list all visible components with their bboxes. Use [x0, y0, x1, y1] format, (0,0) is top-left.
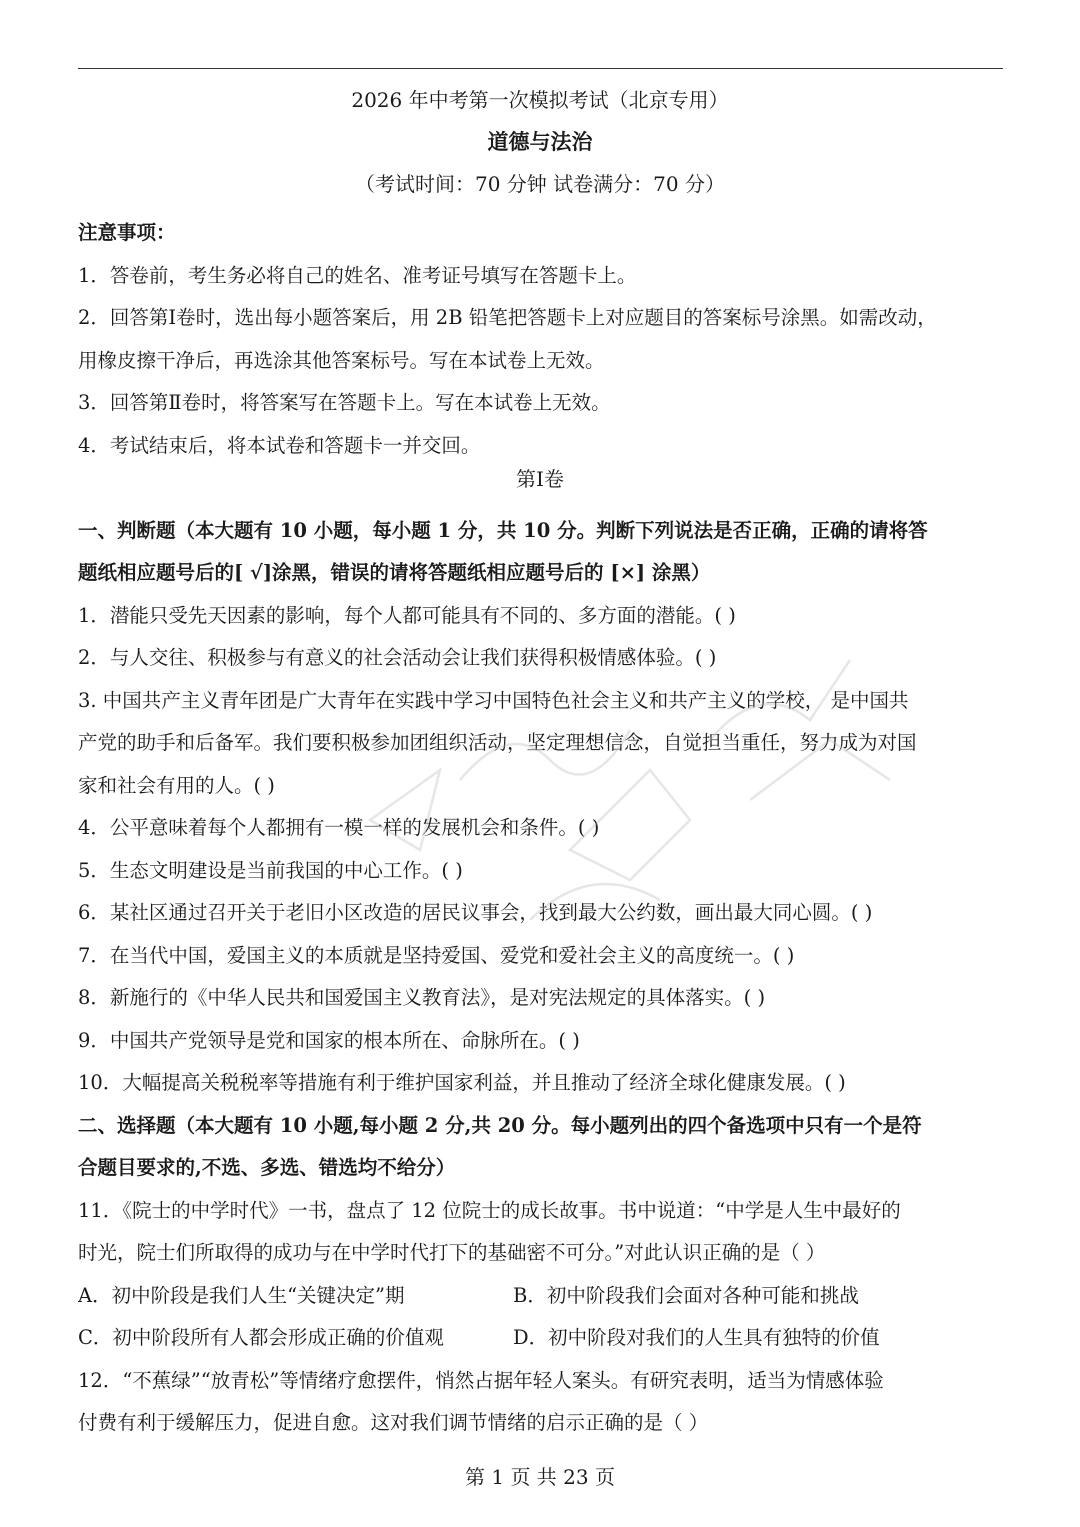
- notice-line: 1．答卷前，考生务必将自己的姓名、准考证号填写在答题卡上。: [78, 263, 637, 287]
- question-item: 4．公平意味着每个人都拥有一模一样的发展机会和条件。( ): [78, 816, 600, 839]
- option-c: C．初中阶段所有人都会形成正确的价值观: [78, 1326, 444, 1349]
- question-item: 5．生态文明建设是当前我国的中心工作。( ): [78, 858, 463, 882]
- question-item: 6．某社区通过召开关于老旧小区改造的居民议事会，找到最大公约数，画出最大同心圆。( ): [78, 901, 873, 924]
- question-11-options-row: [78, 1275, 1008, 1318]
- header-rule: [78, 68, 1003, 69]
- question-item: 产党的助手和后备军。我们要积极参加团组织活动，坚定理想信念，自觉担当重任，努力成为对国: [78, 731, 917, 754]
- question-item: 3. 中国共产主义青年团是广大青年在实践中学习中国特色社会主义和共产主义的学校， 是中国共: [78, 688, 909, 712]
- notice-line: 4．考试结束后，将本试卷和答题卡一并交回。: [78, 433, 481, 457]
- notice-line: 3．回答第Ⅱ卷时，将答案写在答题卡上。写在本试卷上无效。: [78, 391, 611, 414]
- exam-title: 2026 年中考第一次模拟考试（北京专用）: [351, 88, 729, 112]
- option-b: B．初中阶段我们会面对各种可能和挑战: [513, 1283, 859, 1307]
- question-item: 10．大幅提高关税税率等措施有利于维护国家利益，并且推动了经济全球化健康发展。( ): [78, 1071, 846, 1094]
- volume-1-title: 第Ⅰ卷: [516, 467, 564, 491]
- notice-heading: 注意事项：: [78, 221, 176, 244]
- section2-heading: 合题目要求的,不选、多选、错选均不给分）: [78, 1156, 456, 1179]
- question-12-stem: 付费有利于缓解压力，促进自愈。这对我们调节情绪的启示正确的是（ ）: [78, 1411, 709, 1434]
- notice-line: 2．回答第Ⅰ卷时，选出每小题答案后，用 2B 铅笔把答题卡上对应题目的答案标号涂黑。如需改动，: [78, 306, 937, 329]
- question-item: 家和社会有用的人。( ): [78, 773, 275, 797]
- section1-heading: 一、判断题（本大题有 10 小题，每小题 1 分，共 10 分。判断下列说法是否正确，正确的请将答: [78, 518, 928, 542]
- section1-heading: 题纸相应题号后的[ √]涂黑，错误的请将答题纸相应题号后的 [×] 涂黑）: [78, 561, 711, 584]
- question-item: 9．中国共产党领导是党和国家的根本所在、命脉所在。( ): [78, 1028, 580, 1052]
- question-12-stem: 12．“不蕉绿”“放青松”等情绪疗愈摆件，悄然占据年轻人案头。有研究表明，适当为情感体验: [78, 1368, 884, 1392]
- question-11-options-row: [78, 1317, 1008, 1360]
- section2-heading: 二、选择题（本大题有 10 小题,每小题 2 分,共 20 分。每小题列出的四个备选项中只有一个是符: [78, 1113, 922, 1137]
- page-footer: 第 1 页 共 23 页: [465, 1465, 615, 1489]
- question-item: 2．与人交往、积极参与有意义的社会活动会让我们获得积极情感体验。( ): [78, 646, 717, 669]
- question-11-stem: 11．《院士的中学时代》一书，盘点了 12 位院士的成长故事。书中说道：“中学是人生中最好的: [78, 1198, 901, 1222]
- notice-line: 用橡皮擦干净后，再选涂其他答案标号。写在本试卷上无效。: [78, 348, 605, 372]
- option-d: D．初中阶段对我们的人生具有独特的价值: [513, 1326, 880, 1349]
- option-a: A．初中阶段是我们人生“关键决定”期: [78, 1283, 405, 1307]
- question-item: 1．潜能只受先天因素的影响，每个人都可能具有不同的、多方面的潜能。( ): [78, 603, 736, 627]
- exam-content: [78, 212, 1008, 1445]
- exam-time-info: （考试时间：70 分钟 试卷满分：70 分）: [355, 172, 725, 196]
- question-item: 7．在当代中国，爱国主义的本质就是坚持爱国、爱党和爱社会主义的高度统一。( ): [78, 943, 795, 967]
- question-item: 8．新施行的《中华人民共和国爱国主义教育法》，是对宪法规定的具体落实。( ): [78, 986, 766, 1009]
- question-11-stem: 时光，院士们所取得的成功与在中学时代打下的基础密不可分。”对此认识正确的是（ ）: [78, 1241, 826, 1264]
- subject-title: 道德与法治: [487, 129, 593, 154]
